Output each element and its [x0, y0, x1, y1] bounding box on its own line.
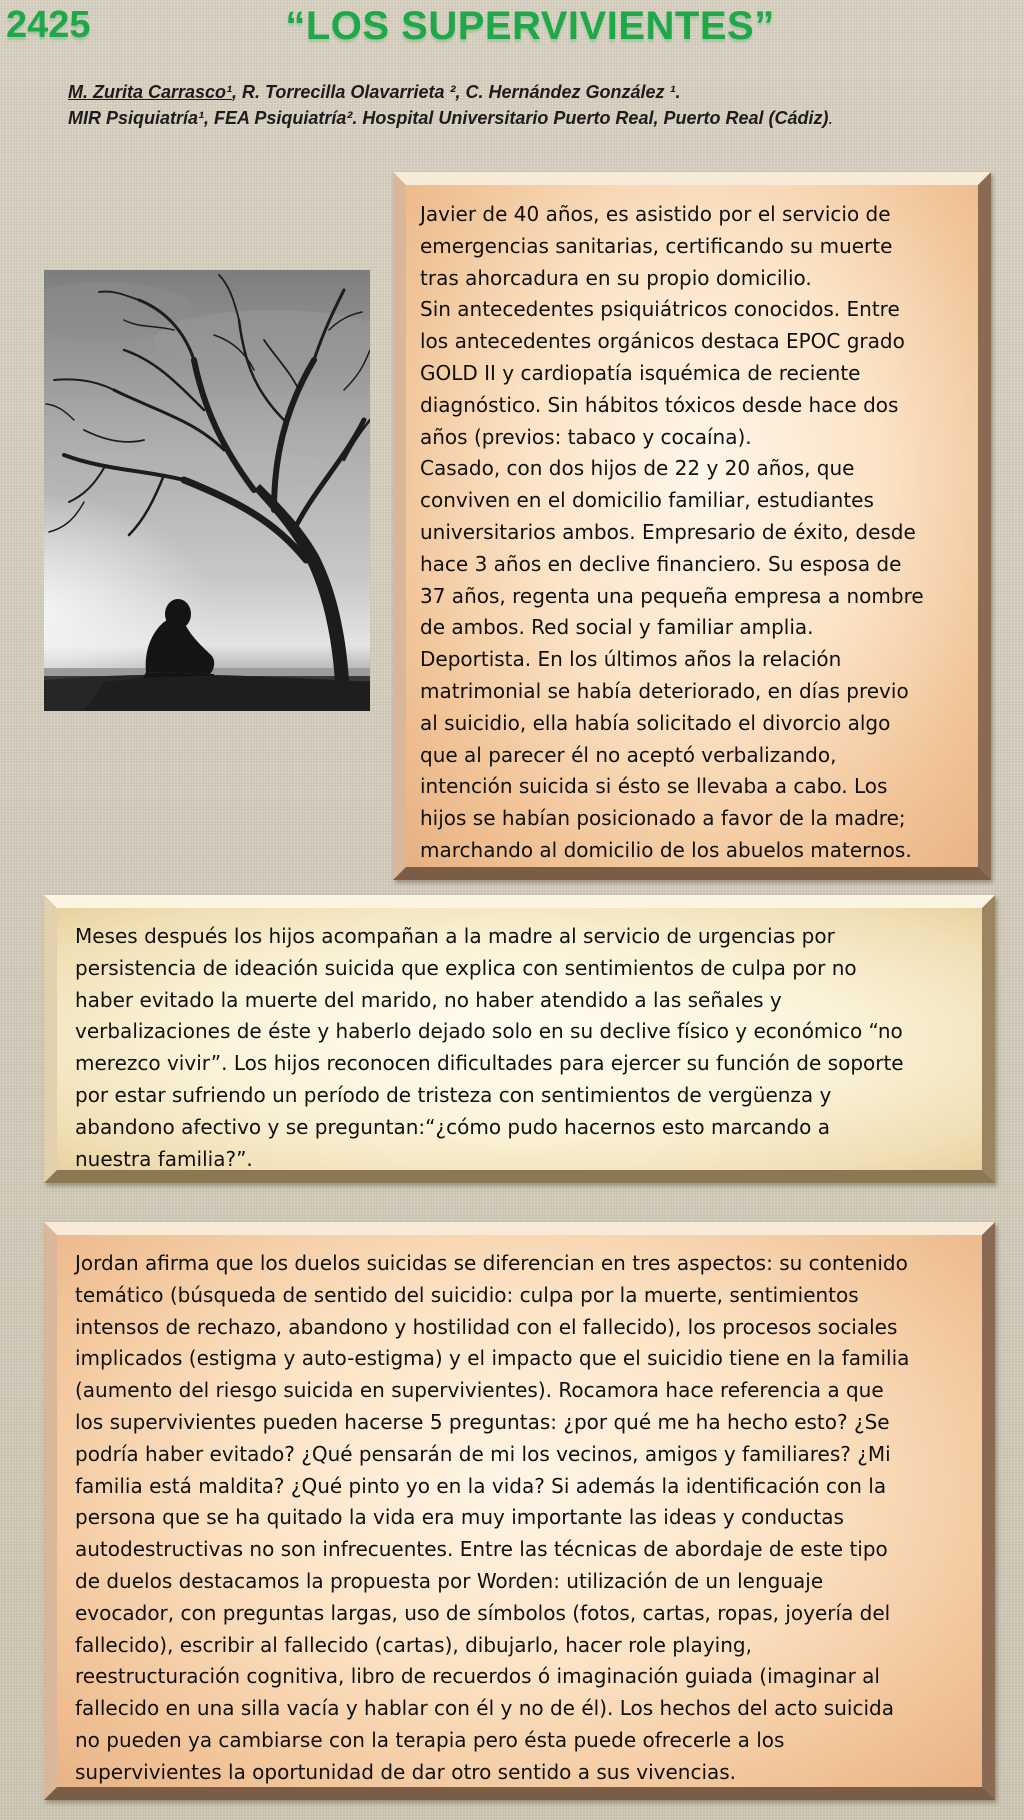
text-line: Deportista. En los últimos años la relación: [420, 647, 842, 672]
text-line: conviven en el domicilio familiar, estudiantes: [420, 488, 874, 513]
evolution-text: [75, 921, 964, 1175]
text-line: fallecido), escribir al fallecido (cartas), dibujarlo, hacer role playing,: [75, 1632, 752, 1657]
text-line: hace 3 años en declive financiero. Su esposa de: [420, 551, 902, 576]
text-line: los antecedentes orgánicos destaca EPOC grado: [420, 329, 905, 354]
text-line: familia está maldita? ¿Qué pinto yo en la vida? Si además la identificación con la: [75, 1473, 887, 1498]
text-line: de duelos destacamos la propuesta por Worden: utilización de un lenguaje: [75, 1568, 824, 1593]
co-authors: , R. Torrecilla Olavarrieta ², C. Hernández González ¹.: [232, 82, 681, 102]
text-line: que al parecer él no aceptó verbalizando,: [420, 742, 837, 767]
text-line: Jordan afirma que los duelos suicidas se diferencian en tres aspectos: su contenido: [75, 1251, 908, 1275]
text-line: haber evitado la muerte del marido, no haber atendido a las señales y: [75, 987, 782, 1012]
text-line: persona que se ha quitado la vida era muy importante las ideas y conductas: [75, 1505, 844, 1530]
evolution-box: [44, 895, 995, 1183]
discussion-text: [75, 1248, 964, 1789]
text-line: universitarios ambos. Empresario de éxito, desde: [420, 519, 916, 544]
text-line: hijos se habían posicionado a favor de la madre;: [420, 806, 906, 831]
text-line: al suicidio, ella había solicitado el divorcio algo: [420, 710, 891, 735]
text-line: matrimonial se había deteriorado, en días previo: [420, 678, 909, 703]
text-line: supervivientes la oportunidad de dar otro sentido a sus vivencias.: [75, 1759, 737, 1784]
authors-block: [68, 80, 1008, 131]
text-line: intención suicida si ésto se llevaba a cabo. Los: [420, 774, 888, 799]
text-line: intensos de rechazo, abandono y hostilidad con el fallecido), los procesos sociales: [75, 1314, 898, 1339]
text-line: Meses después los hijos acompañan a la madre al servicio de urgencias por: [75, 924, 835, 948]
affiliations: MIR Psiquiatría¹, FEA Psiquiatría². Hospital Universitario Puerto Real, Puerto Real (Cádiz): [68, 107, 829, 128]
affiliations-trail: .: [828, 107, 834, 128]
text-line: evocador, con preguntas largas, uso de símbolos (fotos, cartas, ropas, joyería del: [75, 1600, 891, 1625]
text-line: fallecido en una silla vacía y hablar con él y no de él). Los hechos del acto suicida: [75, 1696, 894, 1721]
text-line: podría haber evitado? ¿Qué pensarán de mi los vecinos, amigos y familiares? ¿Mi: [75, 1441, 891, 1466]
poster-title: “LOS SUPERVIVIENTES”: [285, 4, 775, 48]
text-line: GOLD II y cardiopatía isquémica de reciente: [420, 360, 861, 385]
text-line: diagnóstico. Sin hábitos tóxicos desde hace dos: [420, 392, 899, 417]
text-line: autodestructivas no son infrecuentes. Entre las técnicas de abordaje de este tipo: [75, 1537, 888, 1562]
text-line: Casado, con dos hijos de 22 y 20 años, que: [420, 456, 855, 481]
text-line: marchando al domicilio de los abuelos maternos.: [420, 837, 912, 862]
discussion-box: [44, 1222, 995, 1800]
text-line: reestructuración cognitiva, libro de recuerdos ó imaginación guiada (imaginar al: [75, 1664, 880, 1689]
text-line: nuestra familia?”.: [75, 1146, 253, 1171]
lone-tree-photo: [44, 270, 370, 711]
first-author: M. Zurita Carrasco¹: [68, 82, 233, 102]
text-line: temático (búsqueda de sentido del suicidio: culpa por la muerte, sentimientos: [75, 1282, 859, 1307]
text-line: Sin antecedentes psiquiátricos conocidos. Entre: [420, 297, 900, 322]
case-description-box: [393, 172, 991, 880]
text-line: por estar sufriendo un período de tristeza con sentimientos de vergüenza y: [75, 1082, 832, 1107]
text-line: Javier de 40 años, es asistido por el servicio de: [420, 202, 891, 226]
text-line: verbalizaciones de éste y haberlo dejado solo en su declive físico y económico “no: [75, 1019, 903, 1044]
text-line: merezco vivir”. Los hijos reconocen dificultades para ejercer su función de soporte: [75, 1051, 904, 1076]
text-line: persistencia de ideación suicida que explica con sentimientos de culpa por no: [75, 955, 857, 980]
affiliations-line: [68, 106, 1008, 132]
text-line: no pueden ya cambiarse con la terapia pero ésta puede ofrecerle a los: [75, 1727, 785, 1752]
authors-line: [68, 80, 1008, 106]
text-line: años (previos: tabaco y cocaína).: [420, 424, 752, 449]
poster-number: 2425: [6, 4, 91, 46]
text-line: (aumento del riesgo suicida en supervivientes). Rocamora hace referencia a que: [75, 1378, 884, 1403]
text-line: emergencias sanitarias, certificando su muerte: [420, 233, 893, 258]
text-line: implicados (estigma y auto-estigma) y el impacto que el suicidio tiene en la familia: [75, 1346, 910, 1371]
lone-tree-and-sitting-person-icon: [44, 270, 370, 711]
text-line: los supervivientes pueden hacerse 5 preguntas: ¿por qué me ha hecho esto? ¿Se: [75, 1409, 890, 1434]
text-line: 37 años, regenta una pequeña empresa a nombre: [420, 583, 924, 608]
text-line: abandono afectivo y se preguntan:“¿cómo pudo hacernos esto marcando a: [75, 1114, 831, 1139]
text-line: tras ahorcadura en su propio domicilio.: [420, 265, 812, 290]
text-line: de ambos. Red social y familiar amplia.: [420, 615, 814, 640]
case-description-text: [420, 199, 962, 867]
